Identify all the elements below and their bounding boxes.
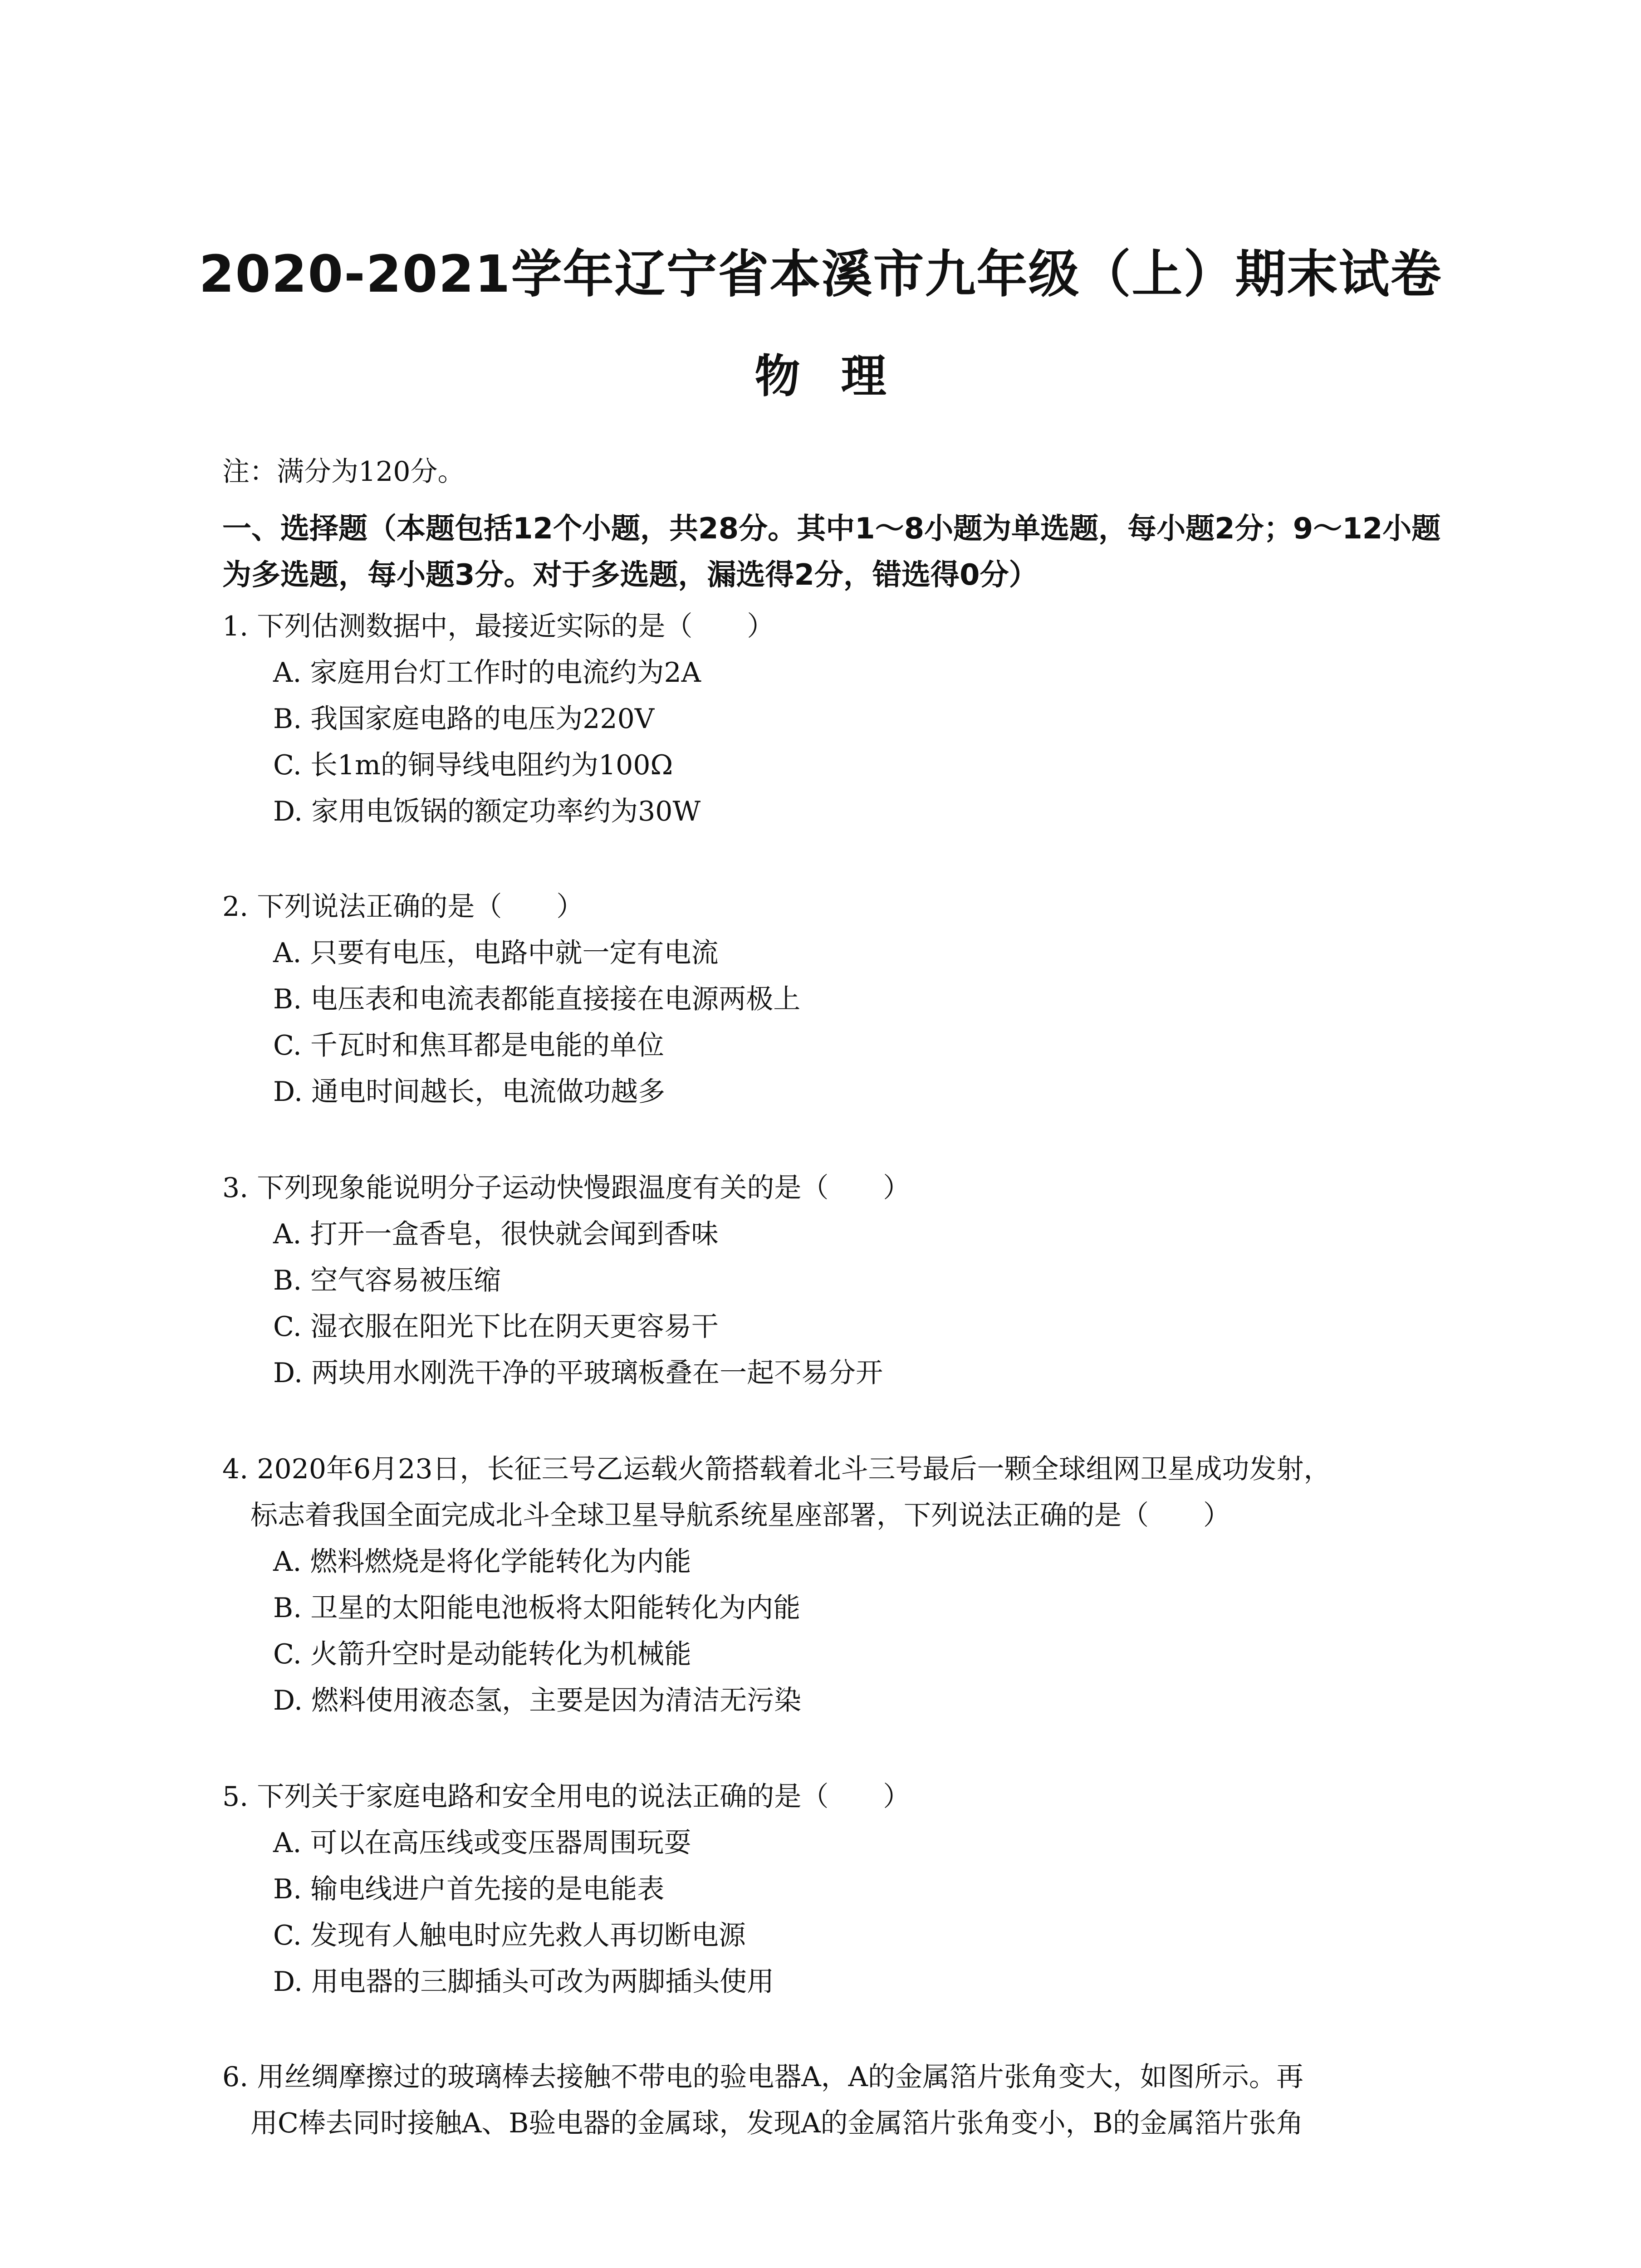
question-stem: 2. 下列说法正确的是（ ） xyxy=(222,891,584,923)
option-c: C. 长1m的铜导线电阻约为100Ω xyxy=(273,749,673,781)
option-d: D. 用电器的三脚插头可改为两脚插头使用 xyxy=(273,1966,774,1998)
option-a: A. 打开一盒香皂，很快就会闻到香味 xyxy=(273,1218,719,1250)
option-a: A. 家庭用台灯工作时的电流约为2A xyxy=(273,657,701,689)
question-stem: 3. 下列现象能说明分子运动快慢跟温度有关的是（ ） xyxy=(222,1172,911,1204)
option-c: C. 火箭升空时是动能转化为机械能 xyxy=(273,1638,691,1670)
exam-title: 2020-2021学年辽宁省本溪市九年级（上）期末试卷 xyxy=(199,245,1442,304)
question-2 xyxy=(222,884,1493,1115)
section-heading-line: 为多选题，每小题3分。对于多选题，漏选得2分，错选得0分） xyxy=(222,558,1038,592)
option-d: D. 燃料使用液态氢，主要是因为清洁无污染 xyxy=(273,1685,802,1716)
question-stem: 5. 下列关于家庭电路和安全用电的说法正确的是（ ） xyxy=(222,1781,911,1813)
question-5 xyxy=(222,1774,1493,2005)
question-stem-continued: 用C棒去同时接触A、B验电器的金属球，发现A的金属箔片张角变小，B的金属箔片张角 xyxy=(250,2107,1303,2139)
question-stem: 1. 下列估测数据中，最接近实际的是（ ） xyxy=(222,611,774,642)
option-a: A. 可以在高压线或变压器周围玩耍 xyxy=(273,1827,691,1859)
option-a: A. 燃料燃烧是将化学能转化为内能 xyxy=(273,1546,691,1578)
option-c: C. 发现有人触电时应先救人再切断电源 xyxy=(273,1920,746,1951)
question-1 xyxy=(222,603,1493,835)
question-3 xyxy=(222,1165,1493,1396)
option-c: C. 湿衣服在阳光下比在阴天更容易干 xyxy=(273,1311,719,1343)
option-b: B. 输电线进户首先接的是电能表 xyxy=(273,1873,665,1905)
question-stem: 4. 2020年6月23日，长征三号乙运载火箭搭载着北斗三号最后一颗全球组网卫星成功发射， xyxy=(222,1453,1331,1485)
option-c: C. 千瓦时和焦耳都是电能的单位 xyxy=(273,1030,664,1061)
option-d: D. 家用电饭锅的额定功率约为30W xyxy=(273,796,701,827)
question-stem: 6. 用丝绸摩擦过的玻璃棒去接触不带电的验电器A，A的金属箔片张角变大，如图所示。再 xyxy=(222,2061,1303,2093)
question-6 xyxy=(222,2054,1493,2146)
option-b: B. 空气容易被压缩 xyxy=(273,1265,501,1296)
section-heading xyxy=(222,506,1474,598)
question-4 xyxy=(222,1446,1493,1724)
option-b: B. 我国家庭电路的电压为220V xyxy=(273,703,655,735)
option-b: B. 电压表和电流表都能直接接在电源两极上 xyxy=(273,983,801,1015)
option-d: D. 两块用水刚洗干净的平玻璃板叠在一起不易分开 xyxy=(273,1357,883,1389)
option-a: A. 只要有电压，电路中就一定有电流 xyxy=(273,937,719,969)
section-heading-line: 一、选择题（本题包括12个小题，共28分。其中1～8小题为单选题，每小题2分；9～12小题 xyxy=(222,512,1441,546)
question-stem-continued: 标志着我国全面完成北斗全球卫星导航系统星座部署，下列说法正确的是（ ） xyxy=(250,1500,1230,1531)
score-note: 注：满分为120分。 xyxy=(222,456,465,488)
option-d: D. 通电时间越长，电流做功越多 xyxy=(273,1076,666,1108)
option-b: B. 卫星的太阳能电池板将太阳能转化为内能 xyxy=(273,1592,801,1624)
exam-subject: 物理 xyxy=(754,350,927,403)
